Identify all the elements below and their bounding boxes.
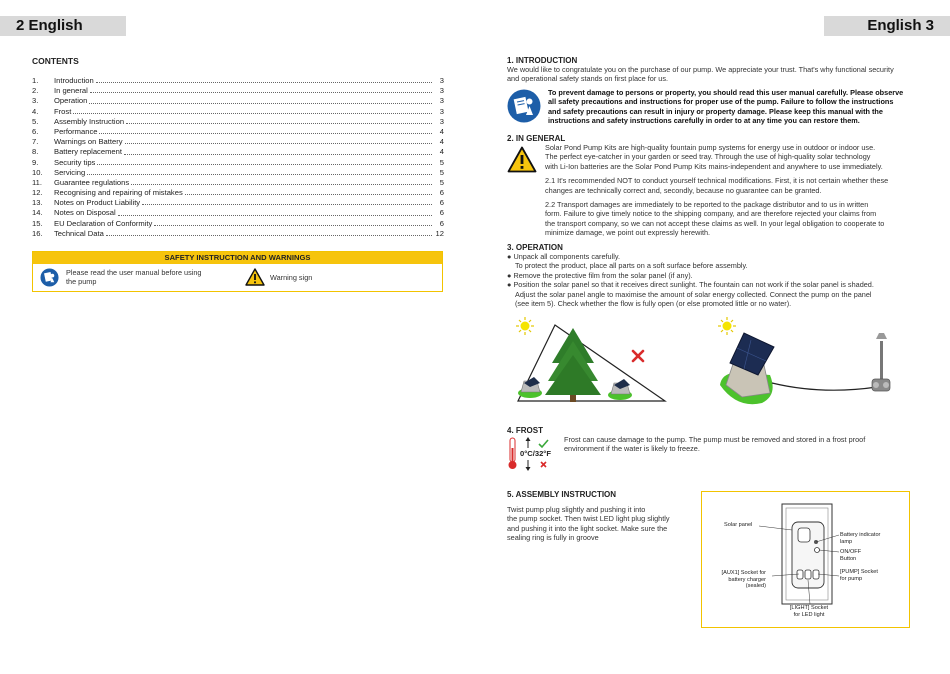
toc-row xyxy=(32,86,444,96)
toc-leader xyxy=(142,198,432,205)
toc-number: 13. xyxy=(32,198,43,208)
toc-leader xyxy=(126,117,432,124)
toc-number: 16. xyxy=(32,228,43,238)
general-title: 2. IN GENERAL xyxy=(507,134,566,143)
sun-icon xyxy=(516,317,534,335)
toc-title: Frost xyxy=(54,106,72,116)
toc-leader xyxy=(106,229,432,236)
pump-fountain-icon xyxy=(872,333,890,391)
page-header-left: 2 English xyxy=(0,16,126,36)
toc-number: 11. xyxy=(32,177,42,187)
toc-title: Operation xyxy=(54,96,88,106)
general-p1-2: The perfect eye-catcher in your garden or seed tray. Through the use of high-quality solar technology xyxy=(545,152,871,162)
frost-title: 4. FROST xyxy=(507,426,544,435)
toc-page: 5 xyxy=(439,167,444,177)
table-of-contents xyxy=(32,76,444,239)
toc-page: 6 xyxy=(439,188,444,198)
toc-title: In general xyxy=(54,86,88,96)
assembly-text-1: Twist pump plug slightly and pushing it into xyxy=(507,505,646,514)
assembly-text-2: the pump socket. Then twist LED light plug slightly xyxy=(507,514,670,524)
toc-page: 4 xyxy=(439,147,444,157)
intro-bold-1: To prevent damage to persons or property, you should read this user manual carefully. Please observe xyxy=(548,88,904,97)
frost-temperature: 0°C/32°F xyxy=(520,449,551,458)
toc-row xyxy=(32,117,444,127)
toc-row xyxy=(32,219,444,229)
general-p2-1: 2.1 It's recommended NOT to conduct yourself technical modifications. First, it is not certain whether these xyxy=(545,176,889,186)
toc-title: Notes on Disposal xyxy=(54,208,116,218)
toc-leader xyxy=(90,86,432,93)
toc-number: 4. xyxy=(32,106,39,116)
toc-page: 6 xyxy=(439,218,444,228)
warning-sign-label: Warning sign xyxy=(270,273,313,282)
read-manual-text-1: Please read the user manual before using xyxy=(66,268,202,277)
toc-title: Assembly Instruction xyxy=(54,116,125,126)
label-battery-lamp-2: lamp xyxy=(840,538,853,545)
toc-number: 6. xyxy=(32,126,39,136)
label-pump-2: for pump xyxy=(840,575,863,582)
general-p1-3: with Li-Ion batteries are the Solar Pond Pump Kits mains-independent and anywhere to use immediately. xyxy=(545,161,883,171)
operation-item-3: ● Remove the protective film from the solar panel (if any). xyxy=(507,270,693,280)
intro-bold-2: all safety precautions and instructions for proper use of the pump. Failure to follow the instructions xyxy=(548,97,894,107)
read-manual-text-2: the pump xyxy=(66,277,97,286)
toc-number: 10. xyxy=(32,167,43,177)
toc-title: Recognising and repairing of mistakes xyxy=(54,188,183,198)
label-aux-3: (sealed) xyxy=(745,583,766,590)
warning-triangle-icon-large xyxy=(507,146,537,173)
safety-box xyxy=(32,251,443,292)
read-manual-icon xyxy=(40,268,59,287)
label-onoff-1: ON/OFF xyxy=(840,549,862,555)
assembly-title: 5. ASSEMBLY INSTRUCTION xyxy=(507,490,617,499)
toc-number: 2. xyxy=(32,86,39,96)
intro-text-1: We would like to congratulate you on the purchase of our pump. We appreciate your trust. That's why functional security xyxy=(507,65,894,74)
frost-text-2: environment if the water is likely to freeze. xyxy=(564,444,700,454)
toc-number: 1. xyxy=(32,76,39,85)
frost-text-1: Frost can cause damage to the pump. The pump must be removed and stored in a frost proof xyxy=(564,435,866,444)
label-aux-1: [AUX1] Socket for xyxy=(721,570,766,576)
toc-leader xyxy=(97,158,432,165)
toc-page: 3 xyxy=(439,96,444,106)
toc-page: 4 xyxy=(439,126,444,136)
general-p3-1: 2.2 Transport damages are immediately to be reported to the package distributor and to us in written xyxy=(545,200,869,210)
label-onoff-2: Button xyxy=(840,555,857,562)
operation-item-2: To protect the product, place all parts on a soft surface before assembly. xyxy=(515,261,748,271)
toc-row xyxy=(32,229,444,239)
toc-number: 14. xyxy=(32,208,43,218)
cross-icon xyxy=(633,351,643,361)
toc-title: Servicing xyxy=(54,167,86,177)
toc-number: 15. xyxy=(32,218,43,228)
toc-leader xyxy=(125,137,432,144)
toc-page: 3 xyxy=(439,106,444,116)
toc-page: 3 xyxy=(439,76,444,85)
toc-title: Security tips xyxy=(54,157,96,167)
toc-row xyxy=(32,178,444,188)
solar-lamp-icon xyxy=(608,379,632,400)
page-header-right: English 3 xyxy=(824,16,950,36)
toc-row xyxy=(32,137,444,147)
label-battery-lamp-1: Battery indicator xyxy=(840,532,881,538)
toc-row xyxy=(32,107,444,117)
general-p2-2: changes are technically correct and, secondly, because no guarantee can be granted. xyxy=(545,185,822,195)
bullet-icon: ● xyxy=(507,270,514,280)
label-aux-2: battery charger xyxy=(728,576,766,583)
toc-row xyxy=(32,127,444,137)
toc-leader xyxy=(124,147,432,154)
general-p3-4: minimize damage, we point out expressly herewith. xyxy=(545,228,711,238)
general-p3-2: form. Failure to give timely notice to the shipping company, and are therefore rejected your claims from xyxy=(545,209,877,219)
toc-title: EU Declaration of Conformity xyxy=(54,218,153,228)
label-pump-1: [PUMP] Socket xyxy=(840,569,878,575)
read-manual-icon-large xyxy=(507,89,541,123)
toc-page: 6 xyxy=(439,198,444,208)
toc-leader xyxy=(118,208,432,215)
label-light-2: for LED light xyxy=(793,611,825,618)
assembly-text-4: sealing ring is fully in groove xyxy=(507,533,599,543)
intro-bold-4: instructions and safety instructions carefully in order to at any time you can restore them. xyxy=(548,116,860,126)
toc-number: 8. xyxy=(32,147,39,157)
sun-icon xyxy=(718,317,736,335)
toc-number: 5. xyxy=(32,116,39,126)
operation-item-6: (see item 5). Check whether the flow is fully open (or else promoted little or no water). xyxy=(515,299,792,309)
operation-item-1: ● Unpack all components carefully. xyxy=(507,252,620,261)
operation-item-4: ● Position the solar panel so that it receives direct sunlight. The fountain can not work if the solar panel is shaded. xyxy=(507,280,874,290)
shading-illustration xyxy=(510,313,670,408)
toc-row xyxy=(32,96,444,106)
toc-title: Technical Data xyxy=(54,228,104,238)
toc-title: Guarantee regulations xyxy=(54,177,130,187)
label-solar-panel: Solar panel xyxy=(724,522,753,528)
operation-item-5: Adjust the solar panel angle to maximise the amount of solar energy collected. Connect the pump on the panel xyxy=(515,289,872,299)
toc-page: 3 xyxy=(439,86,444,96)
warning-triangle-icon xyxy=(245,268,265,286)
toc-number: 7. xyxy=(32,137,39,147)
toc-row xyxy=(32,76,444,86)
bullet-icon: ● xyxy=(507,252,514,261)
toc-page: 4 xyxy=(439,137,444,147)
general-p1-1: Solar Pond Pump Kits are high-quality fountain pump systems for energy use in outdoor or indoor use. xyxy=(545,143,876,152)
toc-number: 9. xyxy=(32,157,39,167)
toc-leader xyxy=(131,178,432,185)
general-p3-3: the transport company, so we can not accept these claims as well. In your legal obligation to cooperate to xyxy=(545,218,885,228)
toc-row xyxy=(32,158,444,168)
tree-icon xyxy=(545,328,601,402)
toc-row xyxy=(32,147,444,157)
operation-title: 3. OPERATION xyxy=(507,243,563,252)
assembly-diagram xyxy=(701,491,910,628)
bullet-icon: ● xyxy=(507,280,514,290)
solar-lamp-shaded-icon xyxy=(518,377,542,398)
panel-pump-illustration xyxy=(712,313,922,408)
toc-leader xyxy=(89,96,432,103)
toc-leader xyxy=(154,219,432,226)
label-light-1: [LIGHT] Socket xyxy=(789,605,829,611)
safety-title: SAFETY INSTRUCTION AND WARNINGS xyxy=(33,252,442,264)
toc-leader xyxy=(99,127,432,134)
intro-title: 1. INTRODUCTION xyxy=(507,56,578,65)
toc-leader xyxy=(87,168,432,175)
toc-title: Warnings on Battery xyxy=(54,137,123,147)
toc-row xyxy=(32,198,444,208)
toc-page: 12 xyxy=(435,228,444,238)
toc-number: 3. xyxy=(32,96,39,106)
toc-leader xyxy=(96,76,432,83)
toc-row xyxy=(32,168,444,178)
contents-title: CONTENTS xyxy=(32,56,79,66)
toc-page: 6 xyxy=(439,208,444,218)
assembly-text-3: and pushing it into the light socket. Make sure the xyxy=(507,523,668,533)
toc-page: 5 xyxy=(439,177,444,187)
intro-bold-3: and safety precautions can result in injury or property damage. Please keep this manual with the xyxy=(548,106,883,116)
intro-text-2: and operational safety stands on first place for us. xyxy=(507,74,669,84)
toc-number: 12. xyxy=(32,188,43,198)
toc-title: Battery replacement xyxy=(54,147,122,157)
toc-row xyxy=(32,208,444,218)
toc-leader xyxy=(185,188,432,195)
toc-title: Introduction xyxy=(54,76,94,85)
toc-title: Performance xyxy=(54,126,98,136)
toc-page: 5 xyxy=(439,157,444,167)
toc-title: Notes on Product Liability xyxy=(54,198,141,208)
toc-leader xyxy=(73,107,432,114)
toc-row xyxy=(32,188,444,198)
toc-page: 3 xyxy=(439,116,444,126)
